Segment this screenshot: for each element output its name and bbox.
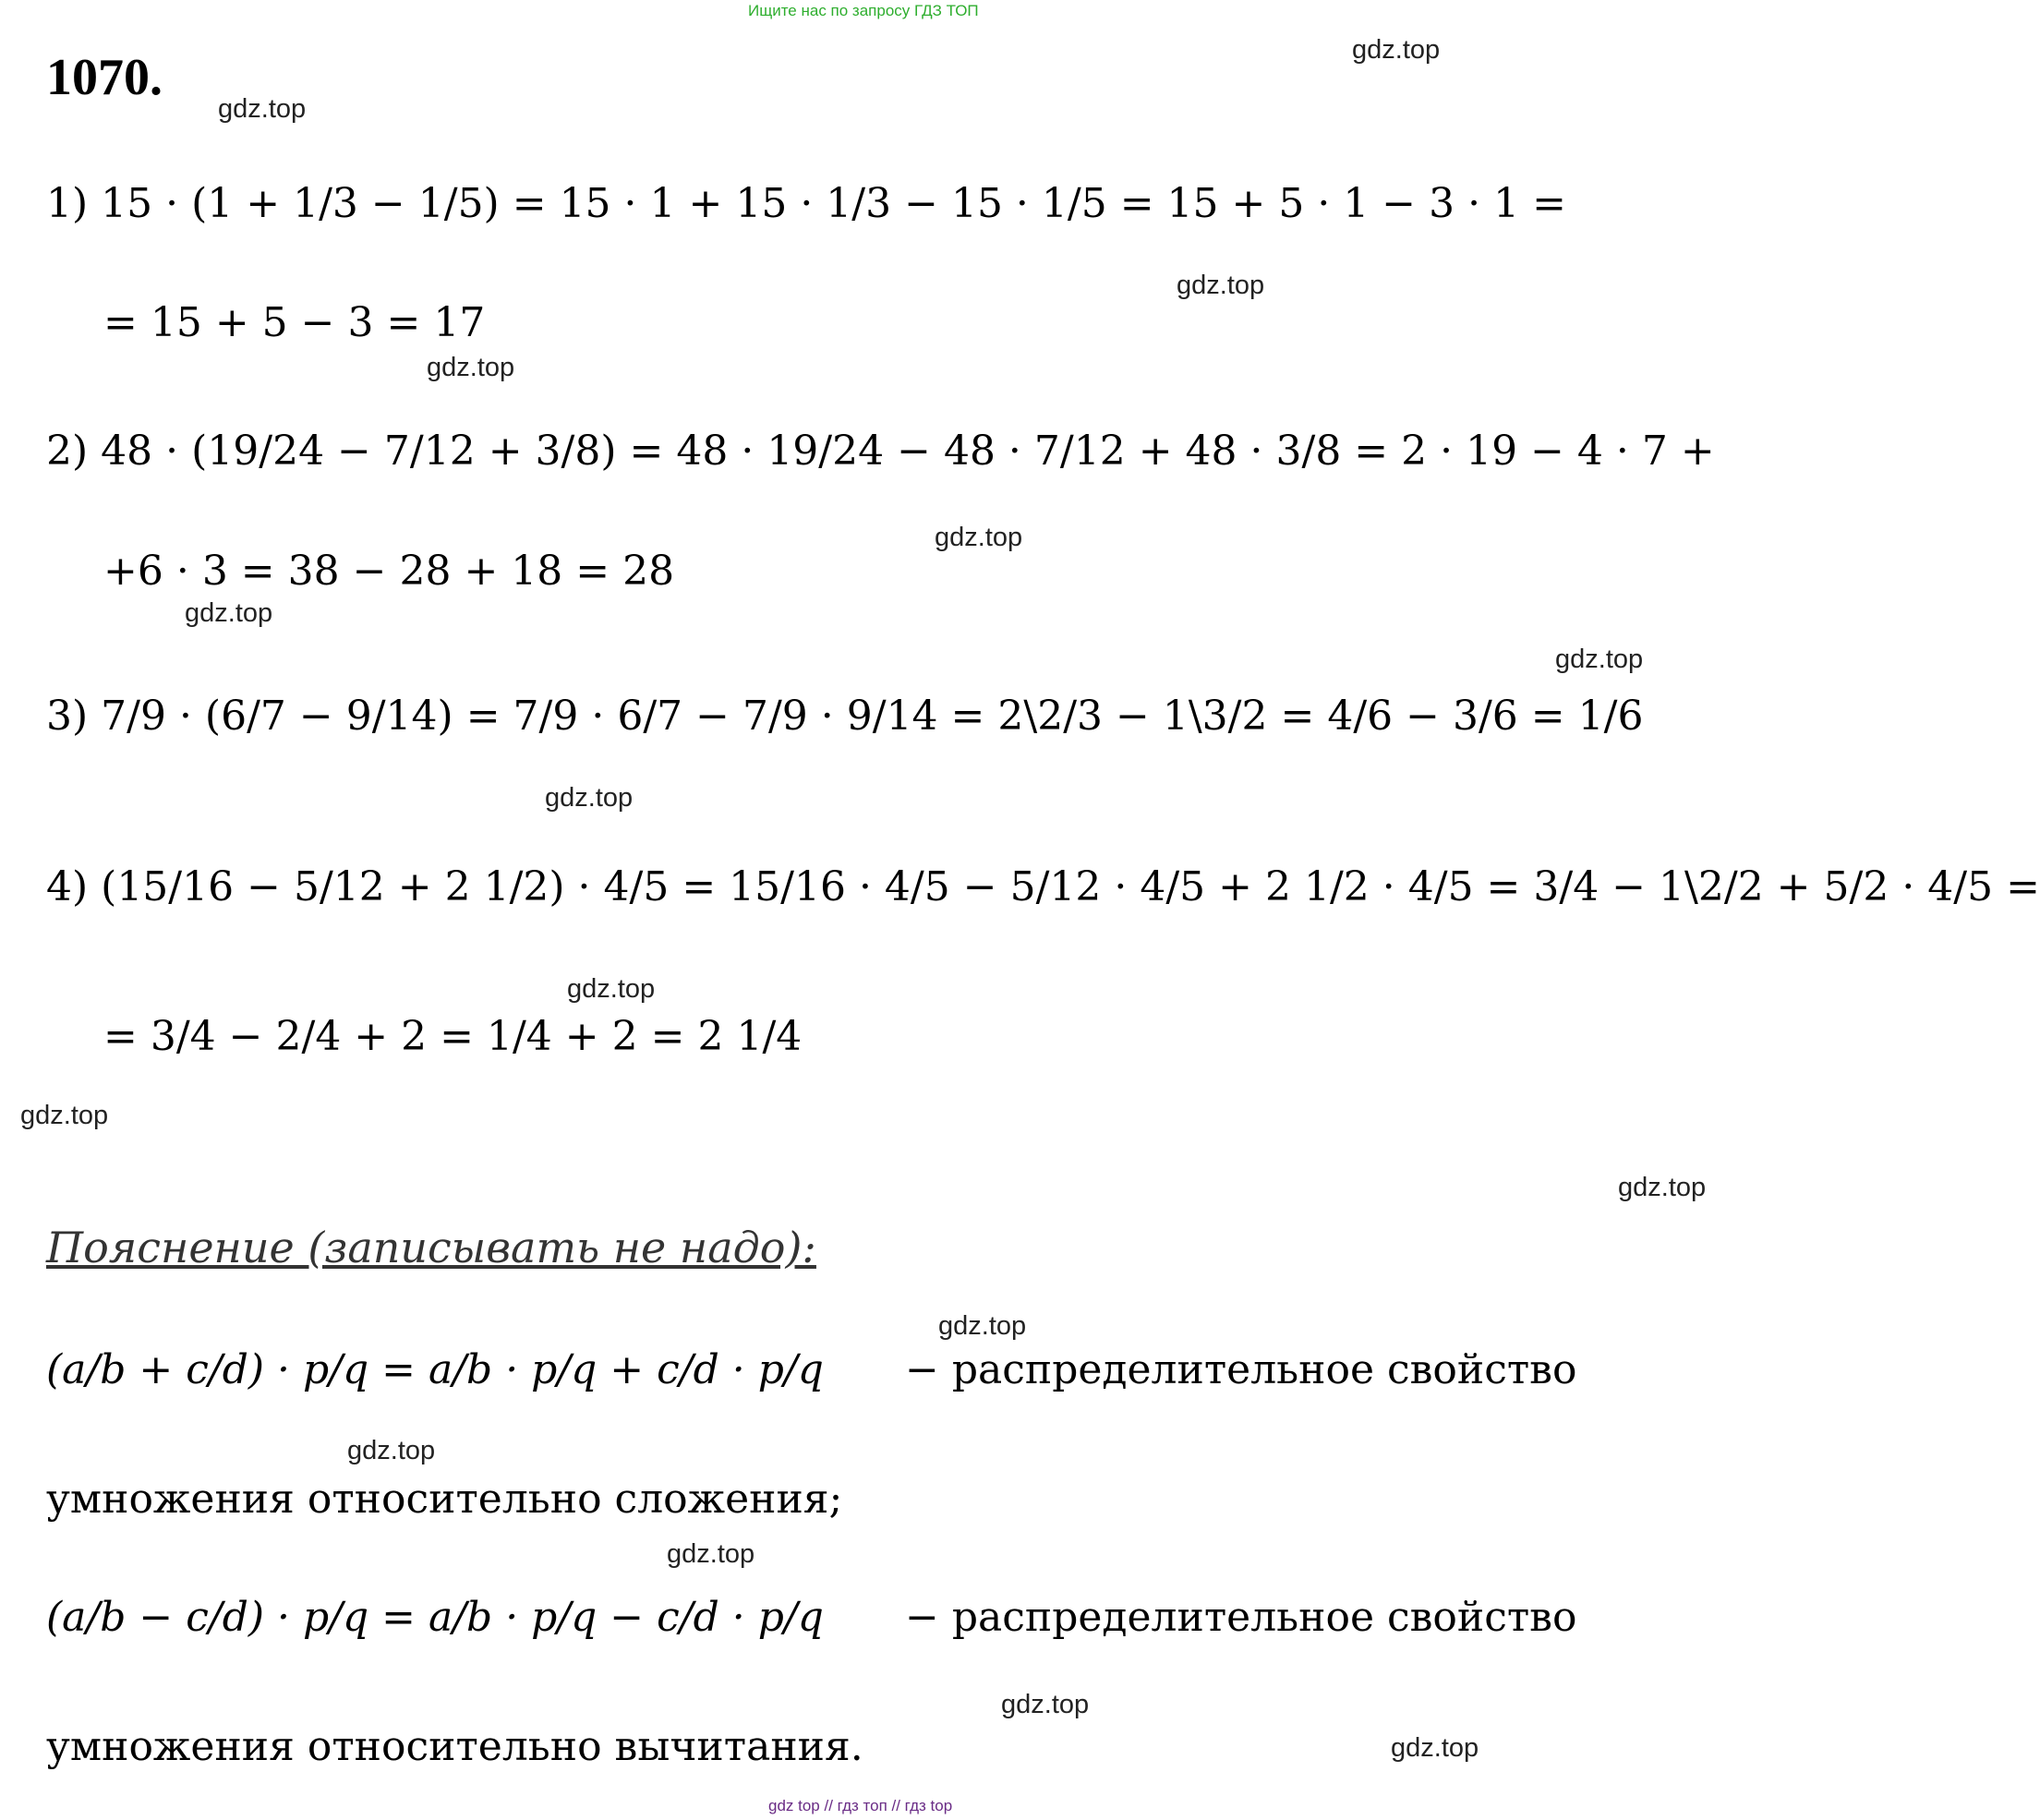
watermark: gdz.top (935, 523, 1023, 552)
solution-line-4-continued: = 3/4 − 2/4 + 2 = 1/4 + 2 = 2 1/4 (103, 1013, 803, 1060)
solution-line-2: 2) 48 · (19/24 − 7/12 + 3/8) = 48 · 19/24 − 48 · 7/12 + 48 · 3/8 = 2 · 19 − 4 · 7 + (46, 428, 1715, 475)
watermark: gdz.top (1618, 1173, 1707, 1202)
watermark: gdz.top (567, 974, 656, 1004)
top-search-link[interactable]: Ищите нас по запросу ГДЗ ТОП (748, 2, 979, 19)
watermark: gdz.top (1391, 1733, 1479, 1763)
formula-subtraction-description: − распределительное свойство (905, 1594, 1577, 1641)
solution-line-1: 1) 15 · (1 + 1/3 − 1/5) = 15 · 1 + 15 · 1/3 − 15 · 1/5 = 15 + 5 · 1 − 3 · 1 = (46, 180, 1566, 227)
formula-subtraction-description-continued: умножения относительно вычитания. (46, 1723, 863, 1770)
watermark: gdz.top (185, 598, 273, 628)
watermark: gdz.top (1177, 271, 1265, 300)
explanation-heading: Пояснение (записывать не надо): (46, 1223, 816, 1272)
watermark: gdz.top (667, 1539, 755, 1569)
watermark: gdz.top (938, 1311, 1027, 1341)
solution-line-4: 4) (15/16 − 5/12 + 2 1/2) · 4/5 = 15/16 · 4/5 − 5/12 · 4/5 + 2 1/2 · 4/5 = 3/4 − 1\2/2 + 5/2 · 4/5 = (46, 863, 2040, 910)
watermark: gdz.top (347, 1436, 436, 1465)
watermark: gdz.top (20, 1101, 109, 1130)
watermark: gdz.top (545, 783, 634, 813)
watermark: gdz.top (1555, 645, 1644, 674)
watermark: gdz.top (218, 94, 307, 124)
footer-links[interactable]: gdz top // гдз топ // гдз top (768, 1797, 953, 1814)
watermark: gdz.top (427, 353, 515, 382)
solution-line-1-continued: = 15 + 5 − 3 = 17 (103, 299, 486, 346)
solution-line-2-continued: +6 · 3 = 38 − 28 + 18 = 28 (103, 548, 675, 595)
watermark: gdz.top (1352, 35, 1441, 65)
formula-addition-description: − распределительное свойство (905, 1346, 1577, 1393)
problem-number: 1070. (46, 49, 163, 106)
watermark: gdz.top (1001, 1690, 1090, 1719)
formula-addition-description-continued: умножения относительно сложения; (46, 1476, 843, 1523)
formula-subtraction: (a/b − c/d) · p/q = a/b · p/q − c/d · p/q (46, 1594, 824, 1641)
formula-addition: (a/b + c/d) · p/q = a/b · p/q + c/d · p/q (46, 1346, 824, 1393)
solution-line-3: 3) 7/9 · (6/7 − 9/14) = 7/9 · 6/7 − 7/9 · 9/14 = 2\2/3 − 1\3/2 = 4/6 − 3/6 = 1/6 (46, 693, 1644, 740)
